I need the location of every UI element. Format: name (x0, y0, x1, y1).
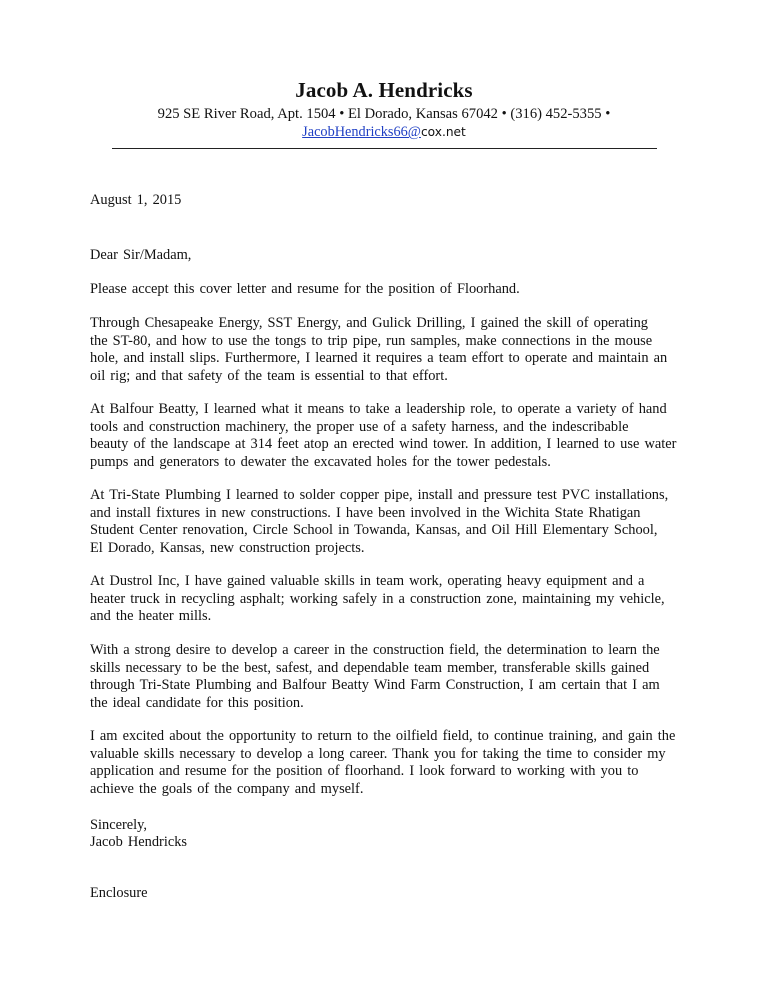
paragraph-career-goals (90, 642, 690, 712)
paragraph-line: beauty of the landscape at 314 feet atop an erected wind tower. In addition, I learned to use water (90, 436, 677, 453)
paragraph-line: through Tri-State Plumbing and Balfour Beatty Wind Farm Construction, I am certain that I am (90, 677, 660, 694)
letter-enclosure: Enclosure (90, 885, 148, 901)
paragraph-line: the ideal candidate for this position. (90, 694, 304, 711)
letter-signature: Jacob Hendricks (90, 834, 188, 850)
paragraph-line: At Tri-State Plumbing I learned to solder copper pipe, install and pressure test PVC installations, (90, 487, 669, 503)
paragraph-line: Student Center renovation, Circle School in Towanda, Kansas, and Oil Hill Elementary School, (90, 522, 658, 539)
applicant-name: Jacob A. Hendricks (295, 78, 473, 102)
paragraph-oil-rig-experience (90, 315, 690, 385)
paragraph-line: and install fixtures in new constructions. I have been involved in the Wichita State Rhatigan (90, 504, 641, 521)
paragraph-line: application and resume for the position of floorhand. I look forward to working with you to (90, 763, 639, 780)
paragraph-line: At Balfour Beatty, I learned what it means to take a leadership role, to operate a variety of hand (90, 401, 667, 417)
paragraph-line: Through Chesapeake Energy, SST Energy, and Gulick Drilling, I gained the skill of operating (90, 315, 648, 331)
paragraph-line: and the heater mills. (90, 608, 212, 625)
contact-email (0, 124, 768, 141)
paragraph-line: skills necessary to be the best, safest, and dependable team member, transferable skills gained (90, 659, 650, 676)
paragraph-position (90, 281, 690, 299)
paragraph-line: oil rig; and that safety of the team is essential to that effort. (90, 367, 448, 384)
paragraph-line: Please accept this cover letter and resume for the position of Floorhand. (90, 281, 520, 297)
email-domain: cox.net (420, 125, 466, 139)
paragraph-line: El Dorado, Kansas, new construction projects. (90, 539, 365, 556)
paragraph-line: the ST-80, and how to use the tongs to trip pipe, run samples, make connections in the mouse (90, 332, 653, 349)
email-link[interactable]: JacobHendricks66@ (302, 124, 421, 140)
paragraph-line: tools and construction machinery, the proper use of a safety harness, and the indescribable (90, 418, 629, 435)
paragraph-line: pumps and generators to dewater the excavated holes for the tower pedestals. (90, 453, 551, 470)
paragraph-line: valuable skills necessary to develop a long career. Thank you for taking the time to consider my (90, 745, 666, 762)
paragraph-dustrol (90, 573, 690, 626)
paragraph-line: achieve the goals of the company and myself. (90, 780, 364, 797)
paragraph-balfour-beatty (90, 401, 690, 471)
letter-salutation: Dear Sir/Madam, (90, 247, 192, 263)
paragraph-line: hole, and install slips. Furthermore, I learned it requires a team effort to operate and maintain an (90, 350, 668, 367)
paragraph-line: With a strong desire to develop a career in the construction field, the determination to learn the (90, 642, 660, 658)
contact-address: 925 SE River Road, Apt. 1504 • El Dorado, Kansas 67042 • (316) 452-5355 • (157, 106, 611, 122)
paragraph-line: At Dustrol Inc, I have gained valuable skills in team work, operating heavy equipment and a (90, 573, 645, 589)
paragraph-line: I am excited about the opportunity to return to the oilfield field, to continue training, and gain the (90, 728, 676, 744)
paragraph-tri-state-plumbing (90, 487, 690, 557)
paragraph-closing-remarks (90, 728, 690, 798)
paragraph-line: heater truck in recycling asphalt; working safely in a construction zone, maintaining my vehicle, (90, 590, 665, 607)
letter-closing: Sincerely, (90, 817, 148, 833)
header-divider (112, 148, 657, 149)
letter-date: August 1, 2015 (90, 192, 182, 208)
